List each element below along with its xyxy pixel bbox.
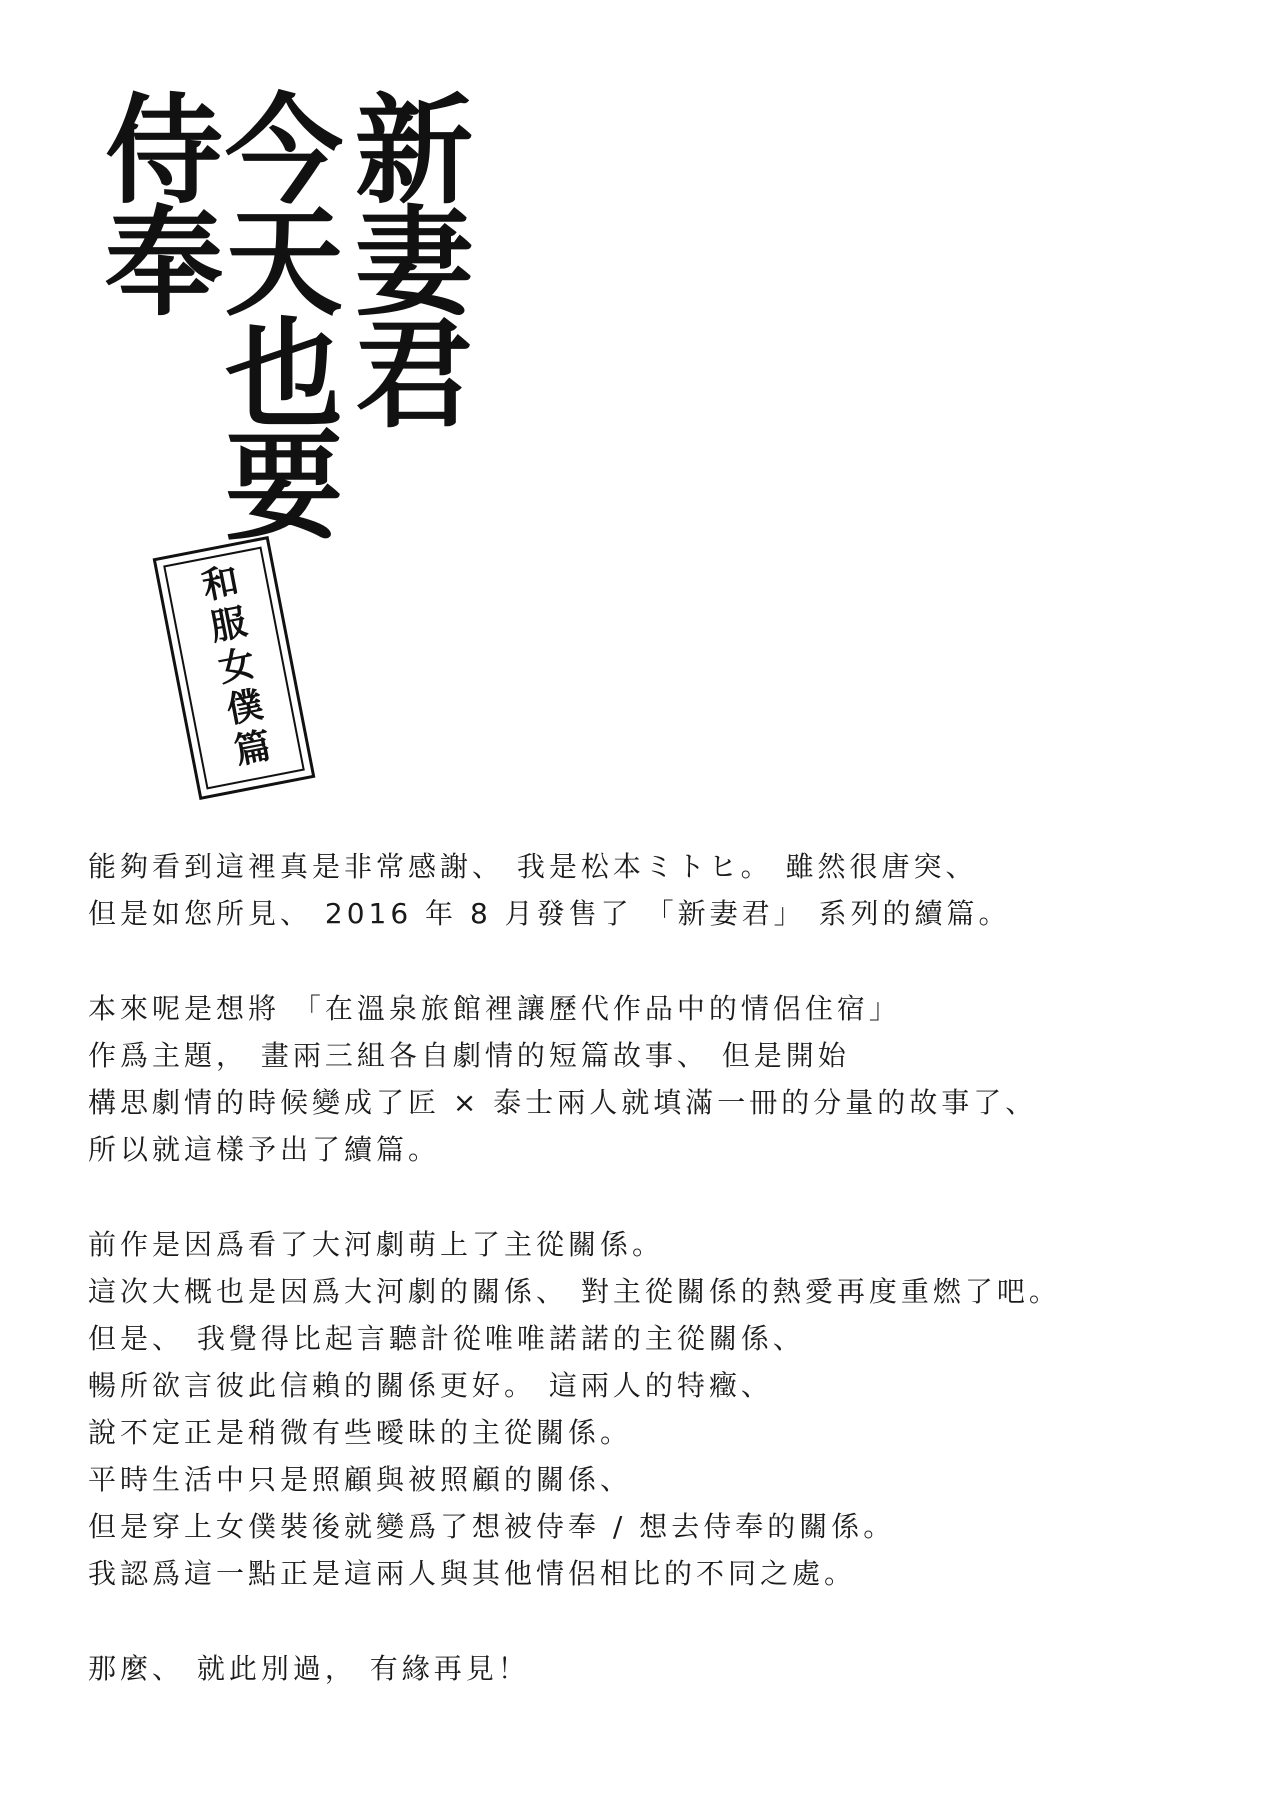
subtitle-stamp-inner-border bbox=[163, 547, 305, 790]
afterword-line: 本來呢是想將 「在溫泉旅館裡讓歷代作品中的情侶住宿」 bbox=[88, 992, 901, 1025]
afterword-line: 能夠看到這裡真是非常感謝、 我是松本ミトヒ。 雖然很唐突、 bbox=[88, 850, 978, 883]
afterword-line: 我認爲這一點正是這兩人與其他情侶相比的不同之處。 bbox=[88, 1557, 857, 1590]
afterword-line: 說不定正是稍微有些曖昧的主從關係。 bbox=[88, 1416, 633, 1449]
afterword-line: 暢所欲言彼此信賴的關係更好。 這兩人的特癥、 bbox=[88, 1369, 773, 1402]
afterword-line: 但是穿上女僕裝後就變爲了想被侍奉 / 想去侍奉的關係。 bbox=[88, 1510, 896, 1543]
afterword-line: 構思劇情的時候變成了匠 × 泰士兩人就填滿一冊的分量的故事了、 bbox=[88, 1086, 1038, 1119]
afterword-paragraph bbox=[88, 1645, 1258, 1692]
subtitle-stamp bbox=[153, 536, 316, 800]
afterword-line: 但是、 我覺得比起言聽計從唯唯諾諾的主從關係、 bbox=[88, 1322, 805, 1355]
afterword-line: 但是如您所見、 2016 年 8 月發售了 「新妻君」 系列的續篇。 bbox=[88, 897, 1011, 930]
afterword-line: 作爲主題， 畫兩三組各自劇情的短篇故事、 但是開始 bbox=[88, 1039, 850, 1072]
afterword-paragraph bbox=[88, 843, 1258, 937]
afterword-line: 平時生活中只是照顧與被照顧的關係、 bbox=[88, 1463, 633, 1496]
afterword-line: 所以就這樣予出了續篇。 bbox=[88, 1133, 441, 1166]
afterword-paragraph bbox=[88, 985, 1258, 1173]
afterword-line: 這次大概也是因爲大河劇的關係、 對主從關係的熱愛再度重燃了吧。 bbox=[88, 1275, 1061, 1308]
afterword bbox=[88, 843, 1258, 1740]
subtitle-stamp-text: 和服女僕篇 bbox=[193, 561, 275, 775]
title-column-1: 新妻君 bbox=[335, 88, 474, 424]
afterword-closing-line: 那麼、 就此別過， 有緣再見！ bbox=[88, 1652, 530, 1685]
title-column-2: 今天也要 bbox=[205, 88, 344, 536]
afterword-line: 前作是因爲看了大河劇萌上了主從關係。 bbox=[88, 1228, 665, 1261]
title-column-3: 侍奉 bbox=[85, 88, 224, 312]
afterword-paragraph bbox=[88, 1221, 1258, 1597]
